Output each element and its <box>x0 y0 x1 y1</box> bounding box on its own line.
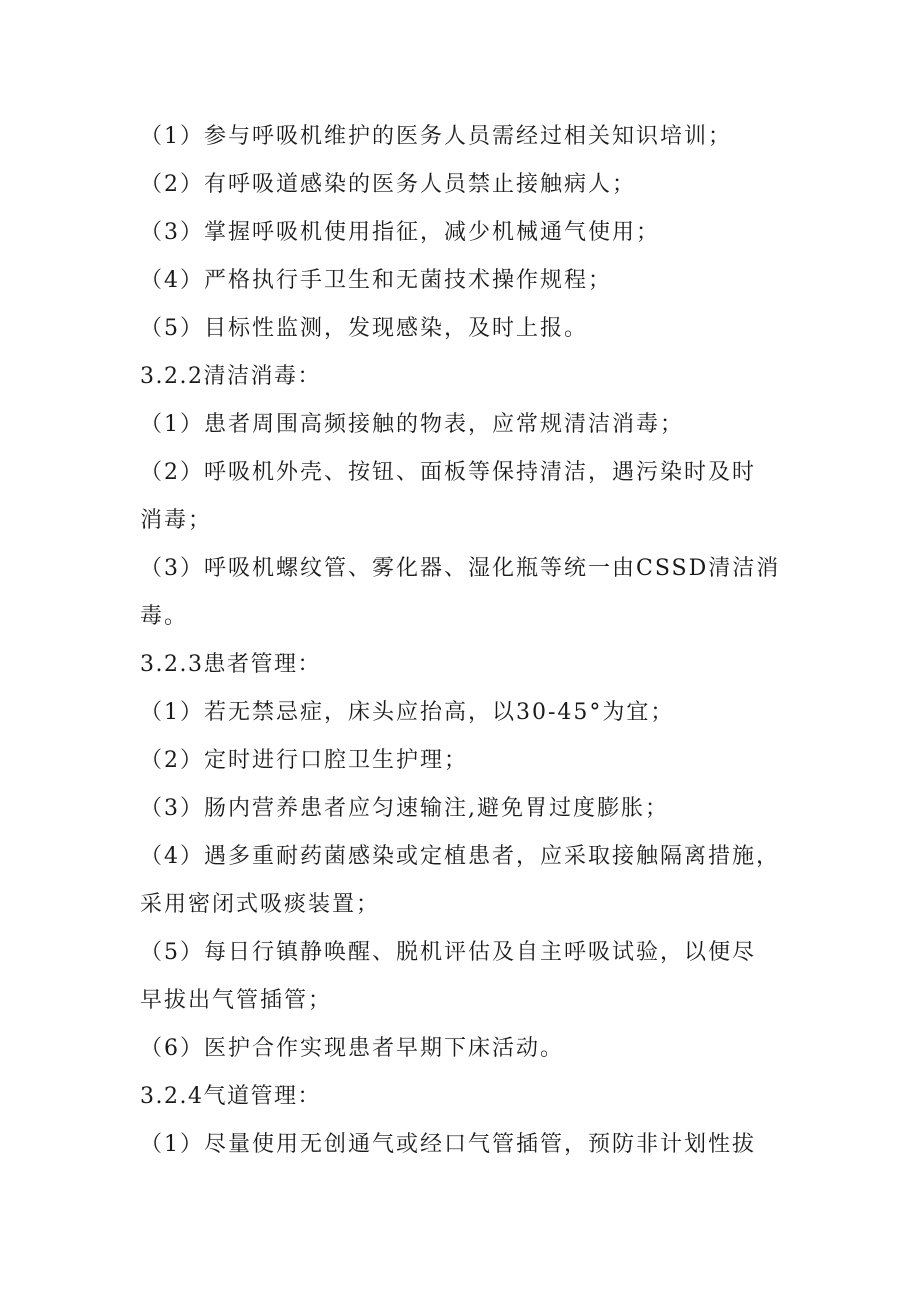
section-heading: 3.2.3患者管理： <box>140 652 321 677</box>
list-item: （1）尽量使用无创通气或经口气管插管，预防非计划性拔 <box>140 1132 756 1157</box>
list-item: （2）呼吸机外壳、按钮、面板等保持清洁，遇污染时及时 <box>140 460 756 485</box>
list-item-continuation: 早拔出气管插管； <box>140 988 333 1013</box>
list-item: （6）医护合作实现患者早期下床活动。 <box>140 1036 564 1061</box>
list-item-continuation: 采用密闭式吸痰装置； <box>140 892 381 917</box>
list-item: （2）定时进行口腔卫生护理； <box>140 748 468 773</box>
list-item-continuation: 毒。 <box>140 604 189 629</box>
list-item: （3）呼吸机螺纹管、雾化器、湿化瓶等统一由CSSD清洁消 <box>140 556 781 581</box>
list-item: （2）有呼吸道感染的医务人员禁止接触病人； <box>140 172 636 197</box>
section-heading: 3.2.2清洁消毒： <box>140 364 321 389</box>
list-item: （1）参与呼吸机维护的医务人员需经过相关知识培训； <box>140 124 732 149</box>
list-item: （3）肠内营养患者应匀速输注,避免胃过度膨胀； <box>140 796 669 821</box>
list-item: （4）严格执行手卫生和无菌技术操作规程； <box>140 268 612 293</box>
list-item: （5）目标性监测，发现感染，及时上报。 <box>140 316 588 341</box>
list-item: （3）掌握呼吸机使用指征，减少机械通气使用； <box>140 220 660 245</box>
section-heading: 3.2.4气道管理： <box>140 1084 321 1109</box>
list-item: （4）遇多重耐药菌感染或定植患者，应采取接触隔离措施， <box>140 844 780 869</box>
list-item: （5）每日行镇静唤醒、脱机评估及自主呼吸试验，以便尽 <box>140 940 756 965</box>
list-item: （1）患者周围高频接触的物表，应常规清洁消毒； <box>140 412 684 437</box>
list-item-continuation: 消毒； <box>140 508 213 533</box>
list-item: （1）若无禁忌症，床头应抬高，以30-45°为宜； <box>140 700 675 725</box>
